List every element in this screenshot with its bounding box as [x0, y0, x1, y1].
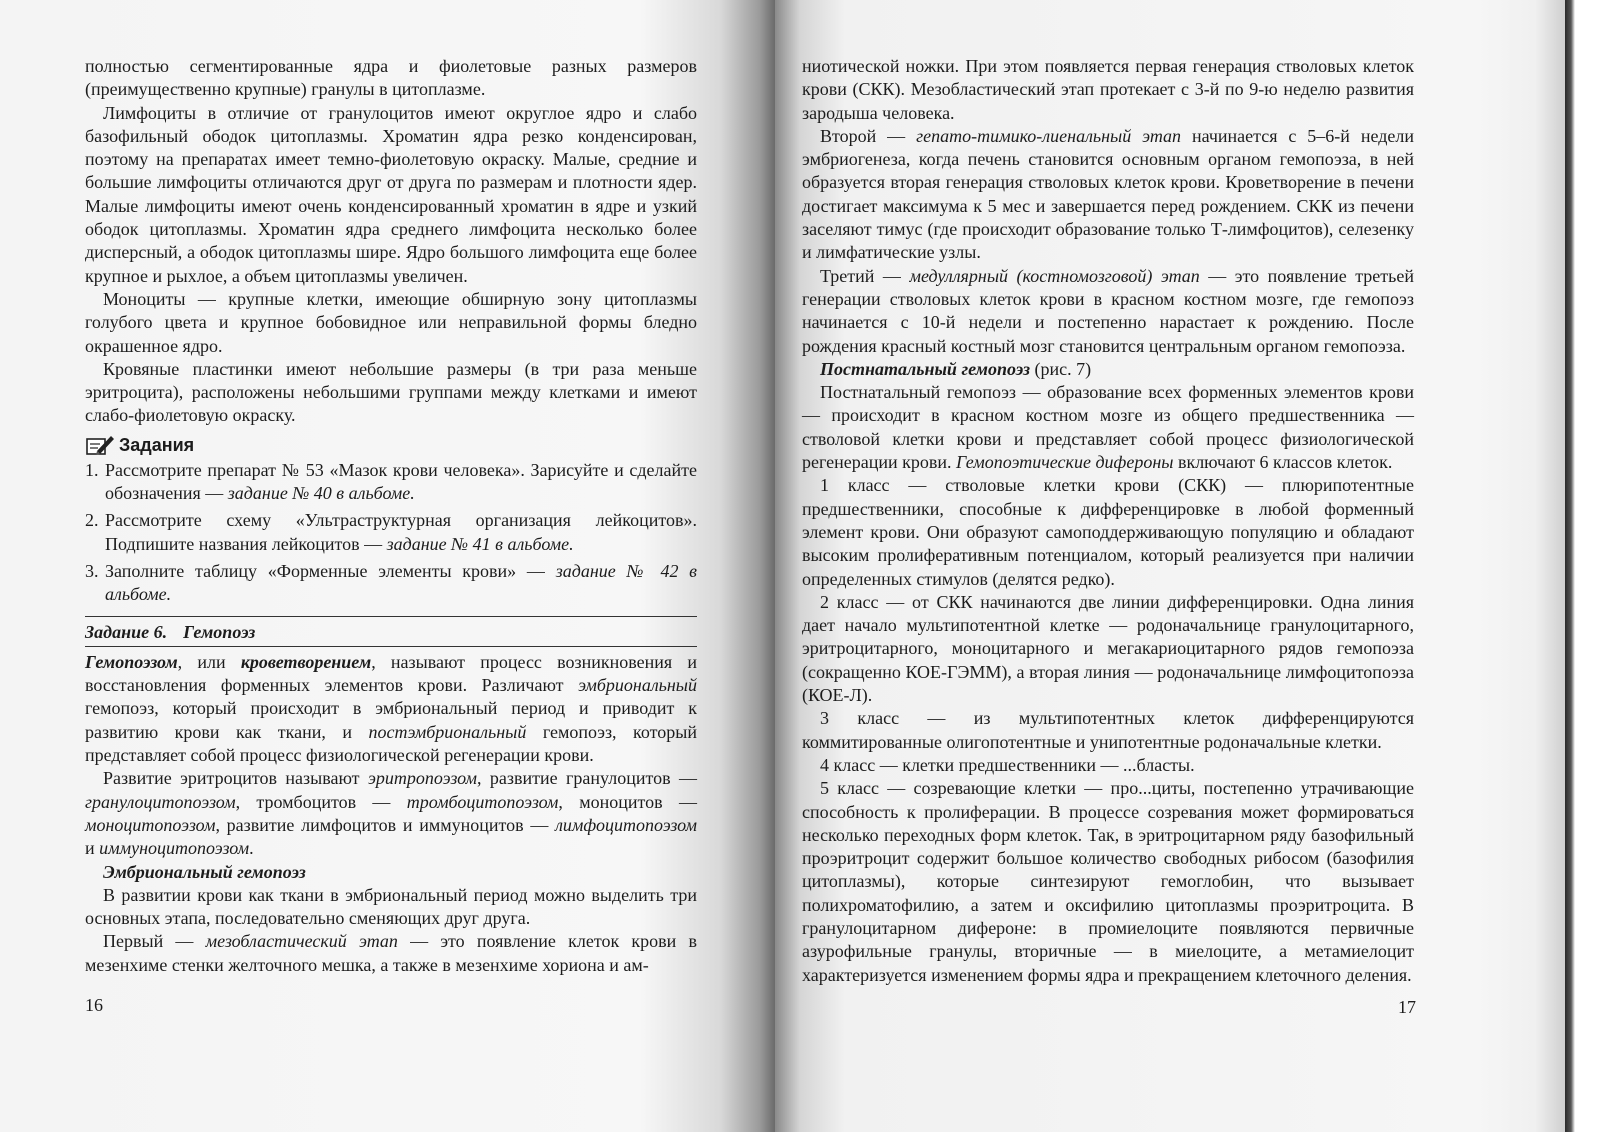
subheading: Эмбриональный гемопоэз	[103, 861, 306, 882]
text: — это появление третьей генерации стволовых клеток крови в красном костном мозге, где гемопоэз начинается с 10-й недели и постепенно нарастает к рождению. После рождения красный костный мозг становится центральным органом гемопоэза.	[802, 265, 1414, 356]
paragraph	[802, 265, 1414, 358]
tasks-heading-label: Задания	[119, 434, 195, 455]
list-item-text: Рассмотрите схему «Ультраструктурная организация лейкоцитов». Подпишите названия лейкоцитов —	[105, 510, 697, 554]
text: .	[249, 838, 254, 859]
term: Гемопоэтические дифероны	[956, 452, 1174, 473]
term: кроветворением	[240, 651, 372, 672]
term: гепато-тимико-лиенальный этап	[916, 125, 1182, 146]
text: начинается с 5–6-й недели эмбриогенеза, когда печень становится основным органом гемопоэза, в ней образуется вторая генерация стволовых клеток крови. Кроветворение в печени достигает максимума к 5 мес и завершается перед рождением. СКК из печени заселяют тимус (где происходит образование только Т-лимфоцитов), селезенку и лимфатические узлы.	[802, 125, 1414, 263]
paragraph	[85, 930, 697, 977]
list-item-text: Заполните таблицу «Форменные элементы крови» —	[105, 560, 556, 581]
page-number: 16	[85, 995, 103, 1015]
paragraph: Лимфоциты в отличие от гранулоцитов имеют округлое ядро и слабо базофильный ободок цитоплазмы. Хроматин ядра резко конденсирован, поэтому на препаратах имеет темно-фиолетовую окраску. Малые, средние и большие лимфоциты отличаются друг от друга по размерам и плотности ядер. Малые лимфоциты имеют очень конденсированный хроматин в ядре и узкий ободок цитоплазмы. Хроматин ядра среднего лимфоцита несколько более дисперсный, а ободок цитоплазмы шире. Ядро большого лимфоцита еще более крупное и рыхлое, а объем цитоплазмы увеличен.	[85, 102, 697, 286]
text: Постнатальный гемопоэз — образование всех форменных элементов крови — происходит в красном костном мозге из общего предшественника — стволовой клетки крови и представляет собой процесс физиологической регенерации крови.	[802, 382, 1414, 473]
text: Третий —	[820, 265, 910, 286]
list-item	[85, 509, 697, 556]
list-item-ref: задание № 41 в альбоме.	[386, 533, 574, 554]
paragraph: Кровяные пластинки имеют небольшие размеры (в три раза меньше эритроцита), расположены небольшими группами между клетками и имеют слабо-фиолетовую окраску.	[85, 358, 697, 426]
paragraph: 4 класс — клетки предшественники — ...бласты.	[820, 754, 1195, 775]
paragraph: полностью сегментированные ядра и фиолетовые разных размеров (преимущественно крупные) гранулы в цитоплазме.	[85, 56, 697, 100]
list-item	[85, 560, 697, 607]
page-edge	[1565, 0, 1601, 1132]
text: гемопоэз, который происходит в эмбриональный период и приводит к развитию крови как ткани, и	[85, 698, 697, 742]
text: , развитие гранулоцитов —	[476, 768, 697, 789]
text: гемопоэз, который представляет собой процесс физиологической регенерации крови.	[85, 721, 697, 766]
term: иммуноцитопоэзом	[99, 838, 250, 859]
paragraph: 1 класс — стволовые клетки крови (СКК) — плюрипотентные предшественники, способные к дифференцировке в любой форменный элемент крови. Они образуют самоподдерживающую популяцию и обладают высоким пролиферативным потенциалом, который реализуется при наличии определенных стимулов (делятся редко).	[802, 475, 1414, 589]
paragraph: В развитии крови как ткани в эмбриональный период можно выделить три основных этапа, последовательно сменяющих друг друга.	[85, 884, 697, 929]
paragraph: 3 класс — из мультипотентных клеток дифференцируются коммитированные олигопотентные и унипотентные родоначальные клетки.	[802, 708, 1414, 752]
text: , тромбоцитов —	[235, 791, 407, 812]
paragraph	[802, 125, 1414, 265]
paragraph	[85, 767, 697, 860]
subheading	[802, 358, 1414, 381]
text: Развитие эритроцитов называют	[103, 768, 368, 789]
list-item-number: 3.	[85, 560, 99, 581]
page-number: 17	[1398, 997, 1416, 1017]
text: , или	[177, 651, 241, 672]
term: моноцитопоэзом	[85, 814, 216, 835]
right-page-text	[802, 55, 1414, 987]
tasks-list	[85, 459, 697, 607]
list-item-ref: задание № 40 в альбоме.	[227, 483, 415, 504]
text: Второй —	[820, 125, 917, 146]
paragraph	[85, 651, 697, 767]
figure-ref: (рис. 7)	[1030, 358, 1092, 379]
text: , моноцитов —	[558, 791, 697, 812]
text: — это появление клеток крови в мезенхиме стенки желточного мешка, а также в мезенхиме хориона и ам-	[85, 931, 697, 975]
paragraph: Моноциты — крупные клетки, имеющие обширную зону цитоплазмы голубого цвета и крупное бобовидное или неправильной формы бледно окрашенное ядро.	[85, 288, 697, 356]
paragraph: 2 класс — от СКК начинаются две линии дифференцировки. Одна линия дает начало мультипотентной клетке — родоначальнице гранулоцитарного, эритроцитарного, моноцитарного и мегакариоцитарного рядов гемопоэза (сокращенно КОЕ-ГЭММ), а вторая линия — родоначальнице лимфоцитопоэза (КОЕ-Л).	[802, 591, 1414, 706]
term: Гемопоэзом	[85, 651, 178, 672]
list-item-number: 2.	[85, 510, 99, 531]
list-item-text: Рассмотрите препарат № 53 «Мазок крови человека». Зарисуйте и сделайте обозначения —	[105, 459, 697, 504]
term: мезобластический этап	[205, 931, 398, 952]
list-item-number: 1.	[85, 459, 99, 480]
section-title	[85, 616, 697, 647]
term: постэмбриональный	[368, 721, 527, 742]
term: гранулоцитопоэзом	[85, 791, 236, 812]
text: , развитие лимфоцитов и иммуноцитов —	[215, 814, 556, 835]
text: Первый —	[103, 931, 206, 952]
section-label: Задание 6.	[85, 621, 168, 642]
tasks-heading	[85, 432, 697, 459]
list-item	[85, 459, 697, 506]
list-item-ref: задание № 42 в альбоме.	[105, 560, 698, 605]
text: и	[85, 838, 100, 859]
subheading-text: Постнатальный гемопоэз	[820, 358, 1030, 379]
text: включают 6 классов клеток.	[1173, 452, 1393, 473]
paragraph	[802, 381, 1414, 474]
term: медуллярный (костномозговой) этап	[909, 265, 1200, 286]
text: , называют процесс возникновения и восстановления форменных элементов крови. Различают	[85, 651, 698, 696]
paragraph: 5 класс — созревающие клетки — про...циты, постепенно утрачивающие способность к пролиферации. В процессе созревания может формироваться несколько переходных форм клеток. Так, в эритроцитарном ряду базофильный проэритроцит содержит большое количество свободных рибосом (базофилия цитоплазмы), которые синтезируют гемоглобин, что вызывает полихроматофилию, а затем и оксифилию цитоплазмы проэритроцита. В гранулоцитарном дифероне: в промиелоците появляются первичные азурофильные гранулы, вторичные — в миелоците, а метамиелоцит характеризуется изменением формы ядра и прекращением клеточного деления.	[802, 778, 1414, 985]
pencil-notepad-icon	[85, 433, 115, 457]
term: эритропоэзом	[367, 768, 477, 789]
section-title-text: Гемопоэз	[183, 621, 256, 642]
paragraph: ниотической ножки. При этом появляется первая генерация стволовых клеток крови (СКК). Мезобластический этап протекает с 3-й по 9-ю неделю развития зародыша человека.	[802, 56, 1414, 123]
term: лимфоцитопоэзом	[555, 814, 697, 835]
term: тромбоцитопоэзом	[406, 791, 559, 812]
term: эмбриональный	[578, 675, 697, 696]
left-page-text	[85, 55, 697, 977]
